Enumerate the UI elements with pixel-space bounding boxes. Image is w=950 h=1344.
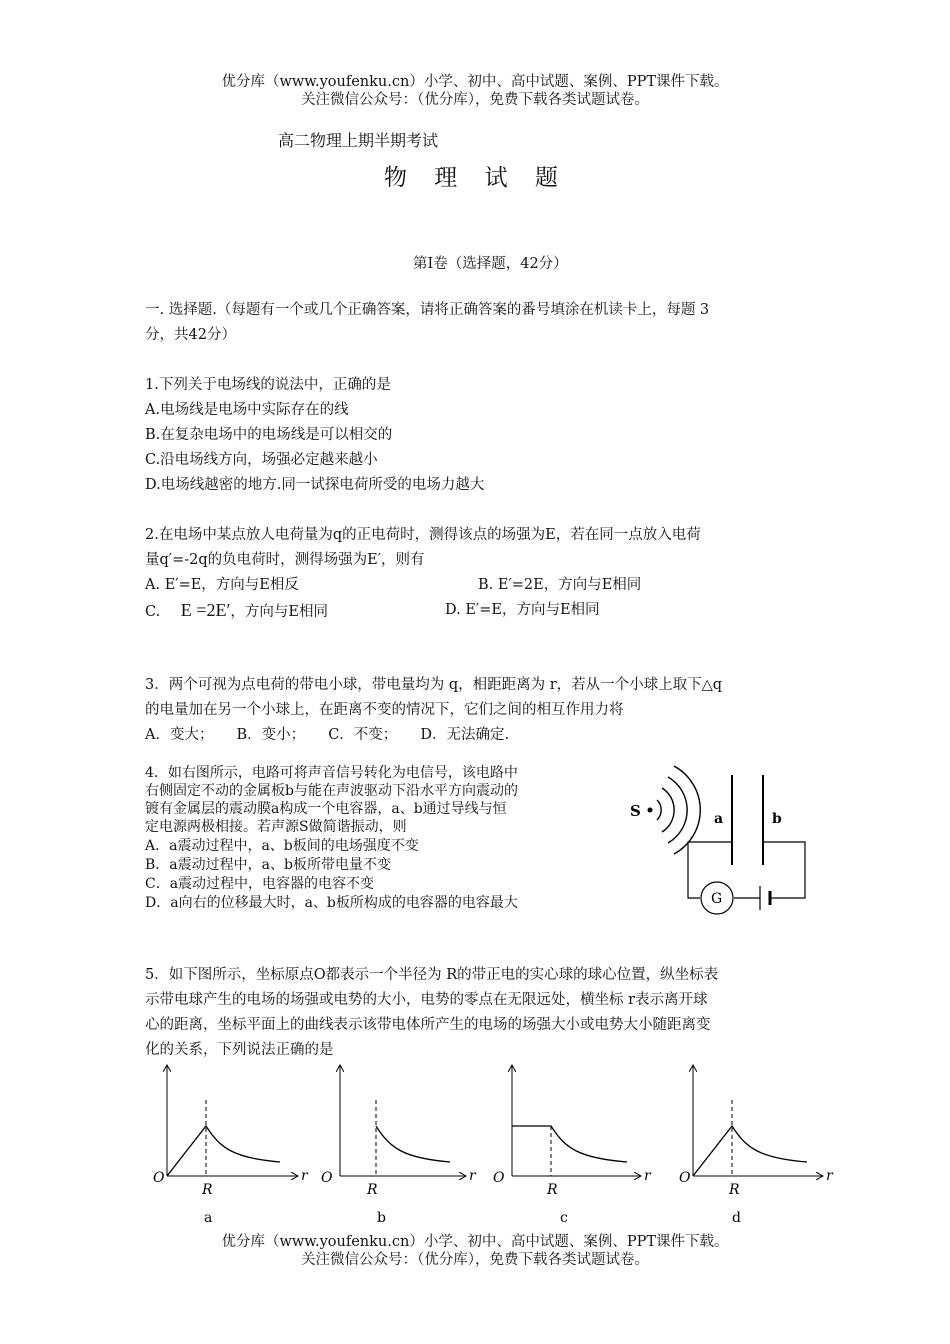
sound-wave-2 [662,788,674,832]
sound-wave-1 [657,800,661,820]
graph-a-tick-label: R [202,1182,213,1198]
q2-option-c-suffix: ，方向与E相同 [230,604,328,620]
graph-a-origin-label: O [153,1170,165,1186]
q1-option-c: C.沿电场线方向，场强必定越来越小 [145,452,378,468]
graph-d-caption: d [732,1210,741,1226]
graph-a [153,1066,309,1226]
graph-c-tick-label: R [547,1182,558,1198]
q4-option-a: A．a震动过程中，a、b板间的电场强度不变 [145,838,419,854]
graph-b-x-label: r [469,1168,476,1184]
footer-line-2: 关注微信公众号：（优分库），免费下载各类试题试卷。 [301,1252,649,1268]
plate-b-label: b [772,811,782,827]
q3-stem-line-1: 3．两个可视为点电荷的带电小球，带电量均为 q，相距距离为 r，若从一个小球上取下△q [145,677,723,693]
graph-a-caption: a [204,1210,213,1226]
q4-stem-line-3: 镀有金属层的震动膜a构成一个电容器，a、b通过导线与恒 [145,801,507,817]
instructions-line-2: 分，共42分） [145,327,236,343]
q4-option-d: D．a向右的位移最大时，a、b板所构成的电容器的电容最大 [145,895,518,911]
q4-option-b: B．a震动过程中，a、b板所带电量不变 [145,857,391,873]
graph-b-curve [376,1126,450,1162]
graph-c [493,1066,652,1226]
wire-right [763,842,805,898]
graph-d-x-label: r [826,1168,833,1184]
graph-a-curve [167,1126,280,1176]
graph-d-origin-label: O [679,1170,691,1186]
graph-b-tick-label: R [367,1182,378,1198]
sound-wave-3 [668,777,687,843]
instructions-line-1: 一. 选择题.（每题有一个或几个正确答案，请将正确答案的番号填涂在机读卡上，每题 3 [145,302,710,318]
q2-stem-line-1: 2.在电场中某点放人电荷量为q的正电荷时，测得该点的场强为E，若在同一点放入电荷 [145,527,701,543]
header-line-1: 优分库（www.youfenku.cn）小学、初中、高中试题、案例、PPT课件下载。 [221,74,729,90]
q2-option-c [145,598,328,625]
q1-option-d: D.电场线越密的地方.同一试探电荷所受的电场力越大 [145,477,485,493]
part-title: 第Ⅰ卷（选择题，42分） [413,256,568,272]
graph-a-x-label: r [301,1168,308,1184]
graph-b [321,1066,477,1226]
exam-subtitle: 高二物理上期半期考试 [278,131,439,150]
graph-c-caption: c [560,1210,568,1226]
q3-stem-line-2: 的电量加在另一个小球上，在距离不变的情况下，它们之间的相互作用力将 [145,702,624,718]
q2-option-c-prefix: C. [145,604,161,620]
sound-source-dot [648,808,653,813]
header-line-2: 关注微信公众号：（优分库），免费下载各类试题试卷。 [301,92,649,108]
graph-c-origin-label: O [493,1170,505,1186]
q4-stem-line-1: 4．如右图所示，电路可将声音信号转化为电信号，该电路中 [145,765,518,781]
q5-graphs [145,1060,845,1230]
sound-source-label: S [630,802,641,820]
q5-stem-line-1: 5．如下图所示，坐标原点O都表示一个半径为 R的带正电的实心球的球心位置，纵坐标表 [145,967,719,983]
q2-option-c-formula: E =2E′ [180,600,231,620]
q1-stem: 1.下列关于电场线的说法中，正确的是 [145,377,391,393]
q4-circuit-figure [620,760,820,920]
graph-d-curve [693,1126,807,1176]
graph-c-curve [512,1126,627,1162]
q5-stem-line-4: 化的关系，下列说法正确的是 [145,1042,334,1058]
q4-option-c: C．a震动过程中，电容器的电容不变 [145,876,375,892]
footer-line-1: 优分库（www.youfenku.cn）小学、初中、高中试题、案例、PPT课件下载。 [221,1234,729,1250]
q2-option-b: B. E′=2E，方向与E相同 [478,577,642,593]
plate-a-label: a [714,811,724,827]
graph-c-x-label: r [644,1168,651,1184]
q2-option-a: A. E′=E，方向与E相反 [145,577,299,593]
q1-option-b: B.在复杂电场中的电场线是可以相交的 [145,427,393,443]
q3-options: A．变大； B．变小； C．不变； D．无法确定. [145,727,510,743]
q5-stem-line-2: 示带电球产生的电场的场强或电势的大小，电势的零点在无限远处，横坐标 r表示离开球 [145,992,708,1008]
q2-option-d: D. E′=E，方向与E相同 [445,602,600,618]
graph-d-tick-label: R [729,1182,740,1198]
graph-b-caption: b [377,1210,386,1226]
exam-title: 物 理 试 题 [384,165,568,191]
q1-option-a: A.电场线是电场中实际存在的线 [145,402,349,418]
q2-stem-line-2: 量q′=-2q的负电荷时，测得场强为E′，则有 [145,552,425,568]
graph-d [679,1066,834,1226]
graph-b-origin-label: O [321,1170,333,1186]
galvanometer-label: G [711,891,723,907]
q5-stem-line-3: 心的距离，坐标平面上的曲线表示该带电体所产生的电场的场强大小或电势大小随距离变 [145,1017,711,1033]
q4-stem-line-2: 右侧固定不动的金属板b与能在声波驱动下沿水平方向震动的 [145,783,518,799]
q4-stem-line-4: 定电源两极相接。若声源S做简谐振动，则 [145,819,407,835]
